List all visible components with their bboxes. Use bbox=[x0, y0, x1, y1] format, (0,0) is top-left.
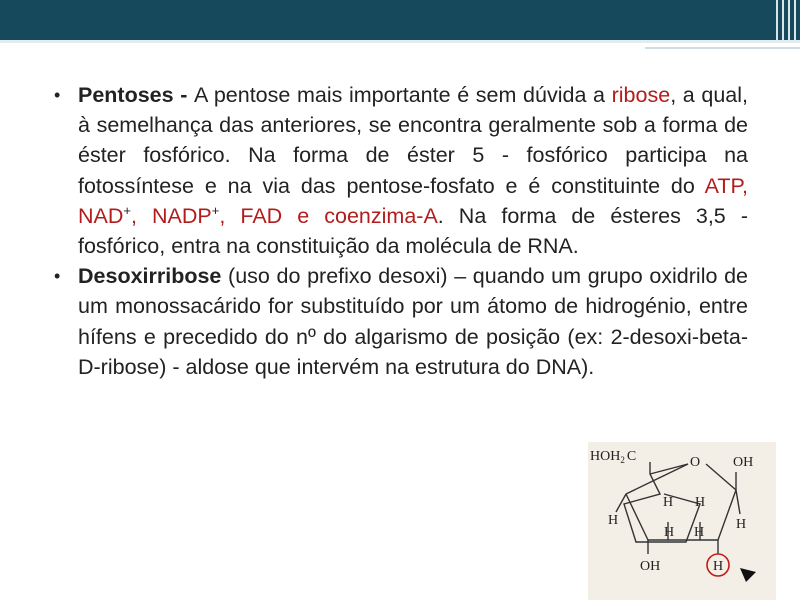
label-h: H bbox=[663, 495, 674, 510]
svg-text:HOH2C bbox=[590, 449, 636, 465]
slide-body bbox=[48, 80, 748, 382]
highlight-fad-coenzyme: , FAD e coenzima-A bbox=[219, 203, 438, 228]
superscript-plus: + bbox=[211, 202, 220, 218]
label-h-circled: H bbox=[713, 559, 724, 574]
header-accent-line bbox=[0, 40, 800, 43]
bullet-dot: • bbox=[54, 266, 61, 287]
label-h: H bbox=[694, 525, 705, 540]
highlight-ribose: ribose bbox=[611, 83, 671, 107]
highlight-nadp: , NADP bbox=[131, 203, 212, 228]
bullet-dot: • bbox=[54, 85, 61, 105]
label-h: H bbox=[695, 495, 706, 510]
label-sub2: 2 bbox=[620, 455, 625, 465]
deoxyribose-structure-figure bbox=[588, 442, 776, 600]
slide-header-bar bbox=[0, 0, 800, 40]
highlight-atp-nad: ATP, NAD bbox=[78, 173, 748, 228]
label-h: H bbox=[608, 513, 619, 528]
header-rule bbox=[645, 47, 800, 49]
deoxyribose-diagram bbox=[588, 442, 776, 600]
header-stripes bbox=[760, 0, 800, 40]
superscript-plus: + bbox=[123, 202, 131, 218]
label-hoh: HOH bbox=[590, 449, 621, 464]
label-h: H bbox=[736, 517, 747, 532]
bullet-pentoses bbox=[48, 80, 748, 261]
arrow-pointer-icon bbox=[740, 568, 756, 582]
text: , a qual, à semelhança das anteriores, se encontra geralmente sob a forma de éster fosfórico. Na forma de éster 5 - fosfórico participa na fotossíntese e na via das pentose-fosfato e é constituinte do bbox=[78, 83, 749, 198]
label-ring-oxygen: O bbox=[690, 455, 701, 470]
label-oh-bottom: OH bbox=[640, 559, 661, 574]
label-h: H bbox=[664, 525, 675, 540]
label-c: C bbox=[626, 449, 637, 464]
label-oh-top: OH bbox=[733, 455, 754, 470]
text: A pentose mais importante é sem dúvida a bbox=[194, 83, 612, 107]
term-pentoses: Pentoses - bbox=[78, 83, 195, 107]
bullet-desoxirribose bbox=[48, 261, 748, 382]
ring-bonds bbox=[624, 462, 700, 542]
term-desoxirribose: Desoxirribose bbox=[78, 264, 222, 289]
text: . Na forma de ésteres 3,5 - fosfórico, entra na constituição da molécula de RNA. bbox=[78, 203, 748, 259]
text: (uso do prefixo desoxi) – quando um grupo oxidrilo de um monossacárido for substituído por um átomo de hidrogénio, entre hífens e precedido do nº do algarismo de posição (ex: 2-desoxi-beta-D-ribose) - aldose que intervém na estrutura do DNA). bbox=[78, 264, 748, 379]
